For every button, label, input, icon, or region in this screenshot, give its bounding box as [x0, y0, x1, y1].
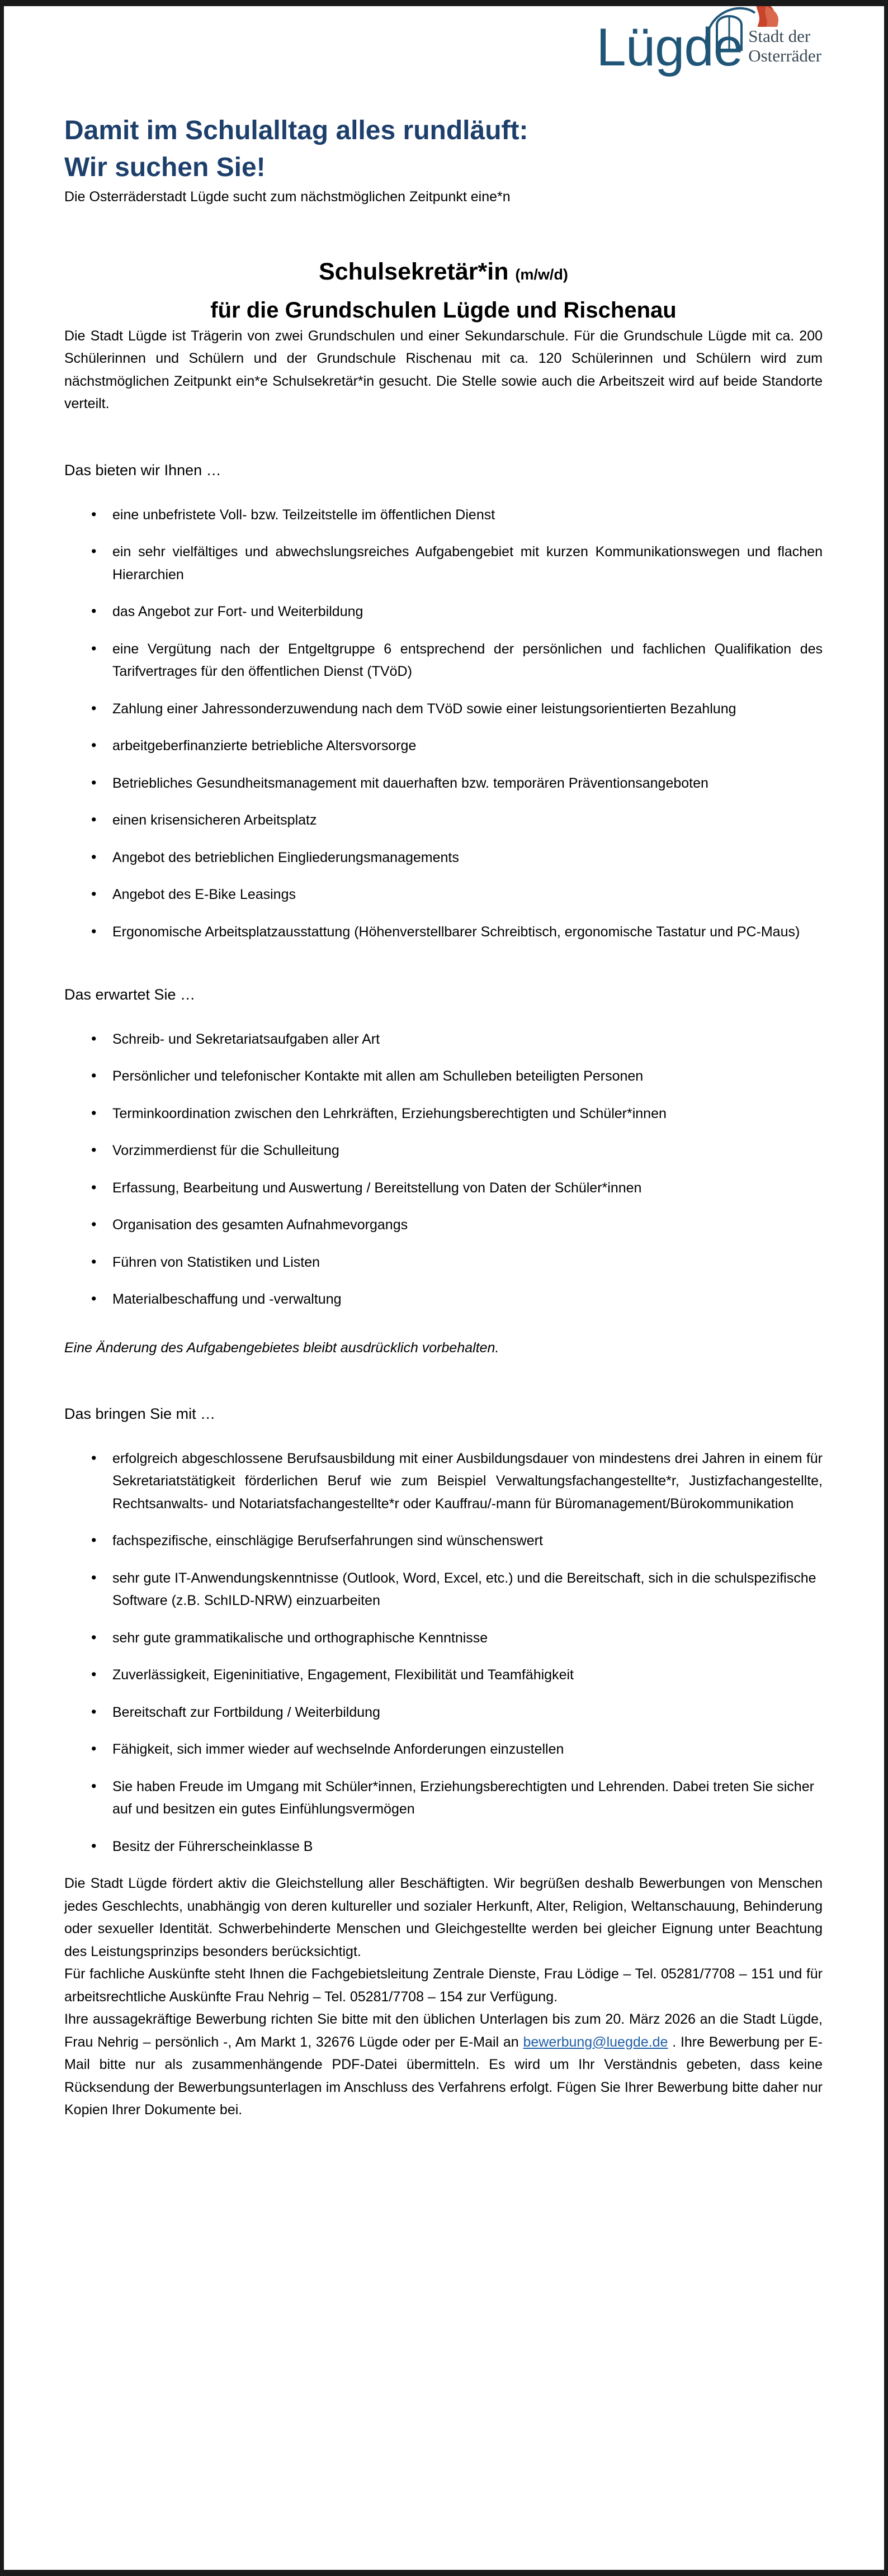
job-description: Die Stadt Lügde ist Trägerin von zwei Grundschulen und einer Sekundarschule. Für die Grundschule Lügde mit ca. 200 Schülerinnen und Schülern und der Grundschule Rischenau mit ca. 120 Schülerinnen und Schülern wird zum nächstmöglichen Zeitpunkt ein*e Schulsekretär*in gesucht. Die Stelle sowie auch die Arbeitszeit wird auf beide Standorte verteilt. [64, 328, 823, 412]
list-item: • sehr gute grammatikalische und orthographische Kenntnisse [88, 1627, 823, 1650]
section-heading-tasks: Das erwartet Sie … [64, 986, 196, 1003]
list-item: • erfolgreich abgeschlossene Berufsausbildung mit einer Ausbildungsdauer von mindestens drei Jahren in einem für Sekretariatstätigkeit förderlichen Beruf wie zum Beispiel Verwaltungsfachangestellte*r, Justizfachangestellte, Rechtsanwalts- und Notariatsfachangestellte*r oder Kauffrau/-mann für Büromanagement/Bürokommunikation [88, 1447, 823, 1516]
list-item: • Zahlung einer Jahressonderzuwendung nach dem TVöD sowie einer leistungsorientierten Bezahlung [88, 698, 823, 721]
list-item: • Angebot des E-Bike Leasings [88, 883, 823, 906]
list-item: • fachspezifische, einschlägige Berufserfahrungen sind wünschenswert [88, 1530, 823, 1552]
list-item: • eine unbefristete Voll- bzw. Teilzeitstelle im öffentlichen Dienst [88, 504, 823, 527]
section-heading-benefits: Das bieten wir Ihnen … [64, 461, 221, 479]
list-item: • Bereitschaft zur Fortbildung / Weiterbildung [88, 1701, 823, 1724]
headline-line-2: Wir suchen Sie! [64, 152, 266, 182]
list-item: • Betriebliches Gesundheitsmanagement mit dauerhaften bzw. temporären Präventionsangeboten [88, 772, 823, 795]
job-title-block [64, 257, 823, 324]
intro-text: Die Osterräderstadt Lügde sucht zum nächstmöglichen Zeitpunkt eine*n [64, 188, 511, 205]
tasks-change-note: Eine Änderung des Aufgabengebietes bleibt ausdrücklich vorbehalten. [64, 1339, 499, 1356]
application-email-link[interactable]: bewerbung@luegde.de [523, 2034, 668, 2050]
application-text-part2: . Ihre Bewerbung per E-Mail bitte nur als zusammenhängende PDF-Datei übermitteln. Es wird um Ihr Verständnis gebeten, dass keine Rücksendung der Bewerbungsunterlagen im Anschluss des Verfahrens erfolgt. Fügen Sie Ihrer Bewerbung bitte daher nur Kopien Ihrer Dokumente bei. [64, 2034, 823, 2118]
list-item: • einen krisensicheren Arbeitsplatz [88, 809, 823, 832]
list-item: • sehr gute IT-Anwendungskenntnisse (Outlook, Word, Excel, etc.) und die Bereitschaft, sich in die schulspezifische Software (z.B. SchILD-NRW) einzuarbeiten [88, 1567, 823, 1612]
page-headline [64, 112, 823, 186]
list-item: • Organisation des gesamten Aufnahmevorgangs [88, 1214, 823, 1237]
list-item: • eine Vergütung nach der Entgeltgruppe 6 entsprechend der persönlichen und fachlichen Qualifikation des Tarifvertrages für den öffentlichen Dienst (TVöD) [88, 638, 823, 683]
list-item: • Persönlicher und telefonischer Kontakte mit allen am Schulleben beteiligten Personen [88, 1065, 823, 1088]
benefits-list [64, 504, 823, 944]
tasks-list [64, 1028, 823, 1311]
list-item: • Schreib- und Sekretariatsaufgaben aller Art [88, 1028, 823, 1051]
list-item: • Fähigkeit, sich immer wieder auf wechselnde Anforderungen einzustellen [88, 1738, 823, 1761]
section-heading-requirements: Das bringen Sie mit … [64, 1405, 216, 1422]
list-item: • arbeitgeberfinanzierte betriebliche Altersvorsorge [88, 735, 823, 757]
list-item: • Vorzimmerdienst für die Schulleitung [88, 1139, 823, 1162]
application-info [64, 2008, 823, 2122]
list-item: • Führen von Statistiken und Listen [88, 1251, 823, 1274]
job-title-text: Schulsekretär*in [319, 258, 509, 286]
list-item: • Terminkoordination zwischen den Lehrkräften, Erziehungsberechtigten und Schüler*innen [88, 1102, 823, 1125]
job-title-subtitle: für die Grundschulen Lügde und Rischenau [210, 297, 677, 323]
headline-line-1: Damit im Schulalltag alles rundläuft: [64, 116, 528, 146]
list-item: • Ergonomische Arbeitsplatzausstattung (Höhenverstellbarer Schreibtisch, ergonomische Tastatur und PC-Maus) [88, 921, 823, 944]
list-item: • Besitz der Führerscheinklasse B [88, 1835, 823, 1858]
list-item: • Zuverlässigkeit, Eigeninitiative, Engagement, Flexibilität und Teamfähigkeit [88, 1664, 823, 1687]
job-title-gender-tag: (m/w/d) [515, 266, 568, 283]
logo-subline-1: Stadt der [748, 26, 811, 46]
list-item: • Angebot des betrieblichen Eingliederungsmanagements [88, 846, 823, 869]
job-title-main [64, 257, 823, 286]
list-item: • Sie haben Freude im Umgang mit Schüler*innen, Erziehungsberechtigten und Lehrenden. Dabei treten Sie sicher auf und besitzen ein gutes Einfühlungsvermögen [88, 1775, 823, 1821]
list-item: • ein sehr vielfältiges und abwechslungsreiches Aufgabengebiet mit kurzen Kommunikationswegen und flachen Hierarchien [88, 541, 823, 586]
equality-statement: Die Stadt Lügde fördert aktiv die Gleichstellung aller Beschäftigten. Wir begrüßen deshalb Bewerbungen von Menschen jedes Geschlechts, unabhängig von deren kultureller und sozialer Herkunft, Alter, Religion, Weltanschauung, Behinderung oder sexueller Identität. Schwerbehinderte Menschen und Gleichgestellte werden bei gleicher Eignung unter Beachtung des Leistungsprinzips besonders berücksichtigt. [64, 1876, 823, 1959]
contact-info: Für fachliche Auskünfte steht Ihnen die Fachgebietsleitung Zentrale Dienste, Frau Lödige – Tel. 05281/7708 – 151 und für arbeitsrechtliche Auskünfte Frau Nehrig – Tel. 05281/7708 – 154 zur Verfügung. [64, 1966, 823, 2005]
list-item: • Materialbeschaffung und -verwaltung [88, 1288, 823, 1311]
logo-subline-2: Osterräder [748, 45, 821, 65]
logo-wordmark: Lügde [596, 17, 743, 77]
requirements-list [64, 1447, 823, 1858]
logo-subline [748, 27, 821, 72]
application-text-part1: Ihre aussagekräftige Bewerbung richten Sie bitte mit den üblichen Unterlagen bis zum 20. März 2026 an die Stadt Lügde, Frau Nehrig – persönlich -, Am Markt 1, 32676 Lügde oder per E-Mail an [64, 2011, 823, 2050]
city-logo [4, 6, 884, 77]
list-item: • das Angebot zur Fort- und Weiterbildung [88, 600, 823, 623]
list-item: • Erfassung, Bearbeitung und Auswertung / Bereitstellung von Daten der Schüler*innen [88, 1177, 823, 1200]
